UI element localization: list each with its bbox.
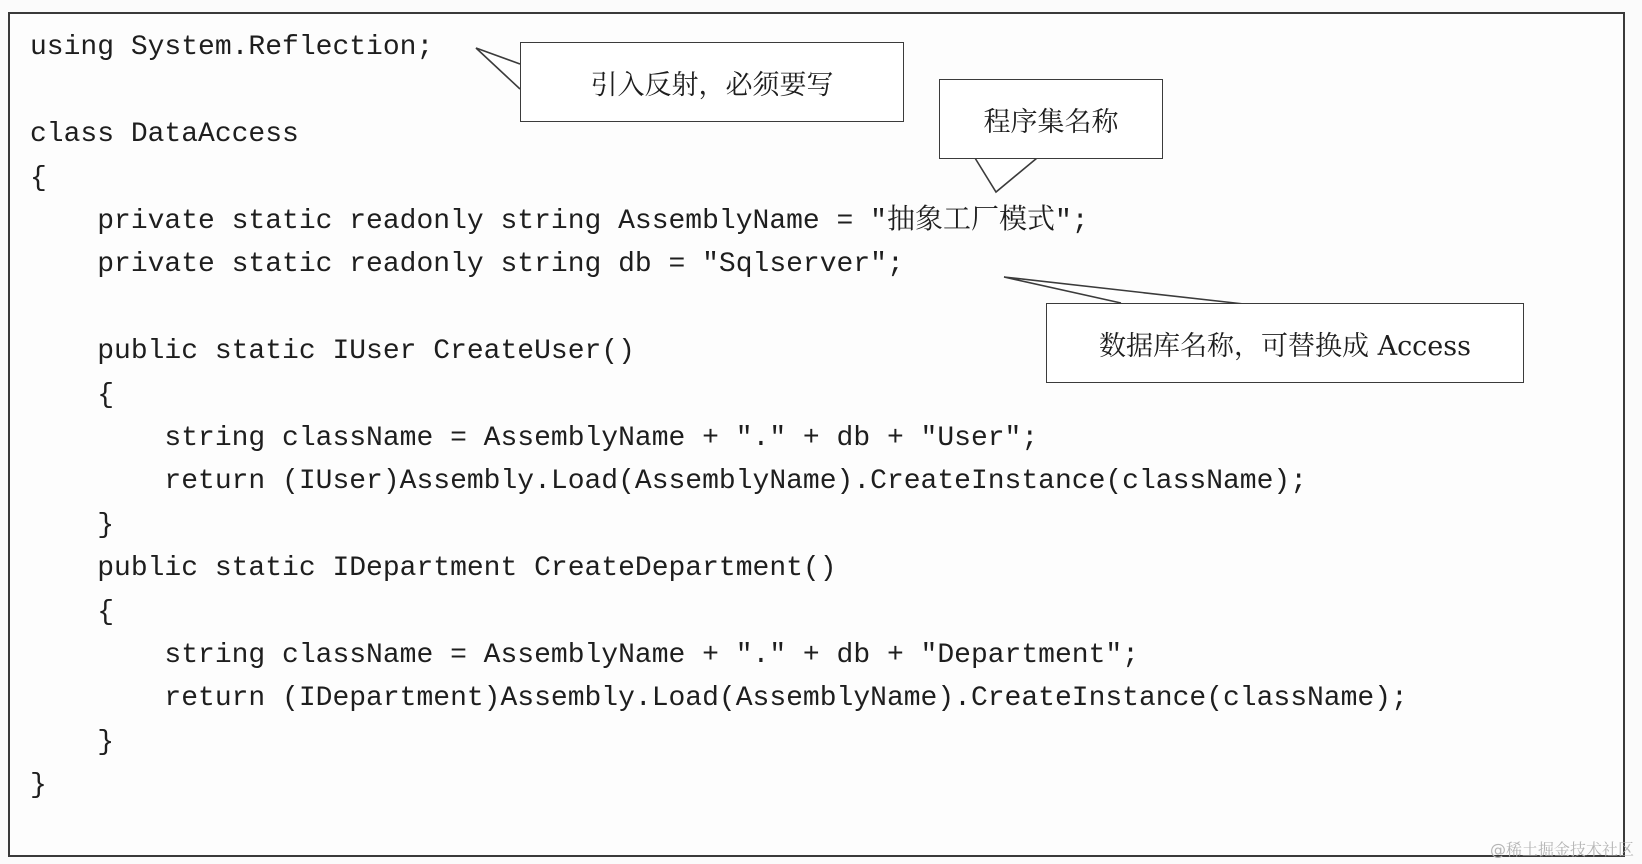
db-name-callout xyxy=(1046,303,1524,383)
reflection-callout-pointer xyxy=(476,48,520,89)
reflection-callout xyxy=(520,42,904,122)
code-line-close-brace: } xyxy=(30,770,47,801)
code-line-using: using System.Reflection; xyxy=(30,32,434,63)
code-line-create-department-signature: public static IDepartment CreateDepartment() xyxy=(30,553,837,584)
code-line-department-return: return (IDepartment)Assembly.Load(AssemblyName).CreateInstance(className); xyxy=(30,683,1408,714)
code-line-user-return: return (IUser)Assembly.Load(AssemblyName).CreateInstance(className); xyxy=(30,466,1308,497)
reflection-callout-text: 引入反射，必须要写 xyxy=(590,69,834,101)
assembly-callout-pointer xyxy=(975,158,1037,192)
code-line-create-user-signature: public static IUser CreateUser() xyxy=(30,336,635,367)
code-line-create-department-close: } xyxy=(30,727,115,758)
code-line-open-brace: { xyxy=(30,163,47,194)
db-name-callout-text: 数据库名称，可替换成 Access xyxy=(1098,330,1471,362)
code-line-department-classname: string className = AssemblyName + "." + db + "Department"; xyxy=(30,640,1139,671)
assembly-name-callout xyxy=(939,79,1163,159)
code-line-assembly-name: private static readonly string AssemblyName = "抽象工厂模式"; xyxy=(30,206,1089,237)
assembly-name-callout-text: 程序集名称 xyxy=(983,106,1119,138)
code-line-create-user-open: { xyxy=(30,380,115,411)
code-line-db: private static readonly string db = "Sqlserver"; xyxy=(30,249,904,280)
code-line-create-department-open: { xyxy=(30,597,115,628)
watermark: @稀土掘金技术社区 xyxy=(1489,840,1634,859)
code-line-user-classname: string className = AssemblyName + "." + db + "User"; xyxy=(30,423,1039,454)
db-callout-pointer xyxy=(1004,277,1244,304)
code-line-class-declaration: class DataAccess xyxy=(30,119,299,150)
code-line-create-user-close: } xyxy=(30,510,115,541)
